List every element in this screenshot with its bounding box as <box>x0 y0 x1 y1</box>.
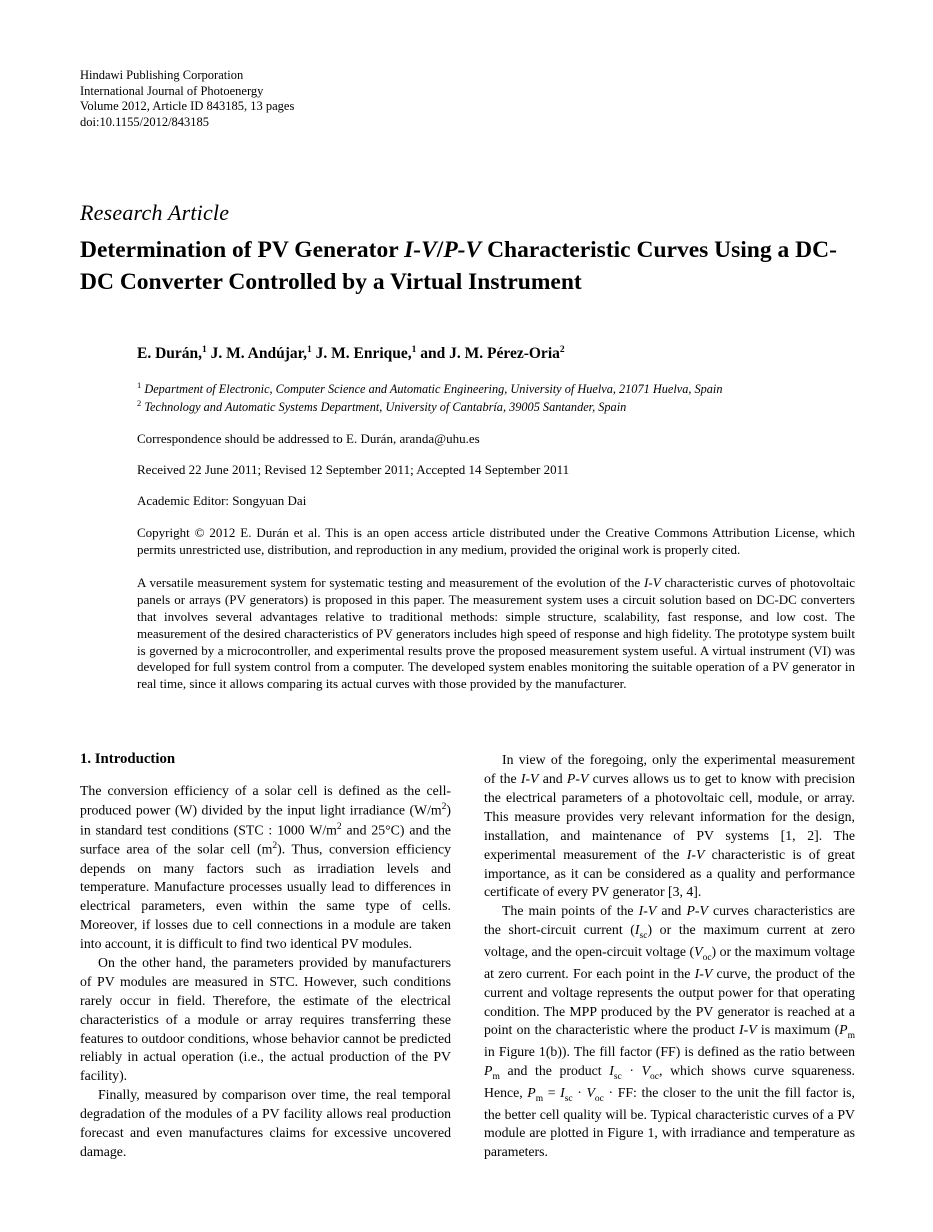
publisher-name: Hindawi Publishing Corporation <box>80 68 244 82</box>
paper-title: Determination of PV Generator I-V/P-V Characteristic Curves Using a DC-DC Converter Controlled by a Virtual Instrument <box>80 237 837 295</box>
affiliation-1: $^1$ Department of Electronic, Computer Science and Automatic Engineering, University of Huelva, 21071 Huelva, Spain <box>137 380 723 397</box>
article-type: Research Article <box>80 200 230 225</box>
volume-info: Volume 2012, Article ID 843185, 13 pages <box>80 99 295 113</box>
doi: doi:10.1155/2012/843185 <box>80 114 210 129</box>
meta-block <box>137 345 855 693</box>
abstract: A versatile measurement system for systematic testing and measurement of the evolution of the I-V characteristic curves of photovoltaic panels or arrays (PV generators) is proposed in this paper. The measurement system uses a circuit solution based on DC-DC converters that involves several advantages relative to traditional methods: simple structure, scalability, fast response, and low cost. The measurement of the desired characteristics of PV generators includes high speed of response and high fidelity. The prototype system built is governed by a microcontroller, and experimental results prove the proposed measurement system useful. A virtual instrument (VI) was developed for full system control from a computer. The developed system enables monitoring the suitable operation of a PV generator in real time, since it allows comparing its actual curves with those provided by the manufacturer. <box>137 574 856 692</box>
affiliations-block <box>137 380 855 416</box>
intro-paragraph-3: Finally, measured by comparison over time, the real temporal degradation of the modules of a PV facility allows real production forecast and even manufactures claims for excessive uncovered damage. <box>80 1087 451 1159</box>
journal-name: International Journal of Photoenergy <box>80 83 264 98</box>
intro-paragraph-5: The main points of the I-V and P-V curves characteristics are the short-circuit current $(I_{sc})$ or the maximum current at zero voltage, and the open-circuit voltage $(V_{oc})$ or the maximum voltage at zero current. For each point in the I-V curve, the product of the current and voltage represents the output power for that operating condition. The MPP produced by the PV generator is reached at a point on the characteristic where the product I-V is maximum ($P_m$ in Figure 1(b)). The fill factor (FF) is defined as the ratio between $P_m$ and the product $I_{sc} \cdot V_{oc}$, which shows curve squareness. Hence, $P_m = I_{sc} \cdot V_{oc}$ · FF: the closer to the unit the fill factor is, the better cell quality will be. Typical characteristic curves of a PV module are plotted in Figure 1, with irradiance and temperature as parameters. <box>484 903 856 1160</box>
left-column <box>80 751 451 1162</box>
section-heading-introduction: 1. Introduction <box>80 751 176 768</box>
authors-line: E. Durán,$^1$ J. M. Andújar,$^1$ J. M. Enrique,$^1$ and J. M. Pérez-Oria$^2$ <box>137 344 565 363</box>
correspondence-line: Correspondence should be addressed to E. Durán, aranda@uhu.es <box>137 431 480 447</box>
intro-paragraph-2: On the other hand, the parameters provided by manufacturers of PV modules are measured in STC. However, such conditions rarely occur in field. Therefore, the estimate of the electrical characteristics of a module or array requires transferring these features to outdoor conditions, whose behavior cannot be predicted reliably in actual operation (i.e., the actual production of the PV facility). <box>80 955 451 1084</box>
intro-paragraph-4: In view of the foregoing, only the experimental measurement of the I-V and P-V curves allows us to get to know with precision the electrical parameters of a photovoltaic cell, module, or array. This measure provides very relevant information for the design, installation, and maintenance of PV systems [1, 2]. The experimental measurement of the I-V characteristic is of great importance, as it can be considered as a quality and performance certificate of every PV generator [3, 4]. <box>484 752 856 900</box>
publisher-block <box>80 68 855 130</box>
history-dates: Received 22 June 2011; Revised 12 September 2011; Accepted 14 September 2011 <box>137 462 570 478</box>
copyright-notice: Copyright © 2012 E. Durán et al. This is an open access article distributed under the Creative Commons Attribution License, which permits unrestricted use, distribution, and reproduction in any medium, provided the original work is properly cited. <box>137 525 855 558</box>
academic-editor: Academic Editor: Songyuan Dai <box>137 493 307 509</box>
right-column <box>484 751 855 1162</box>
affiliation-2: $^2$ Technology and Automatic Systems Department, University of Cantabría, 39005 Santander, Spain <box>137 398 627 415</box>
intro-paragraph-1: The conversion efficiency of a solar cell is defined as the cell-produced power (W) divided by the input light irradiance $(W/m^2)$ in standard test conditions (STC : 1000 $W/m^2$ and 25°C) and the surface area of the solar cell $(m^2)$. Thus, conversion efficiency depends on many factors such as irradiation levels and temperature. Manufacture processes usually lead to differences in electrical parameters, even within the same type of cells. Moreover, if losses due to cell connections in a module are taken into account, it is difficult to find two identical PV modules. <box>80 783 451 952</box>
two-column-body <box>80 751 855 1162</box>
